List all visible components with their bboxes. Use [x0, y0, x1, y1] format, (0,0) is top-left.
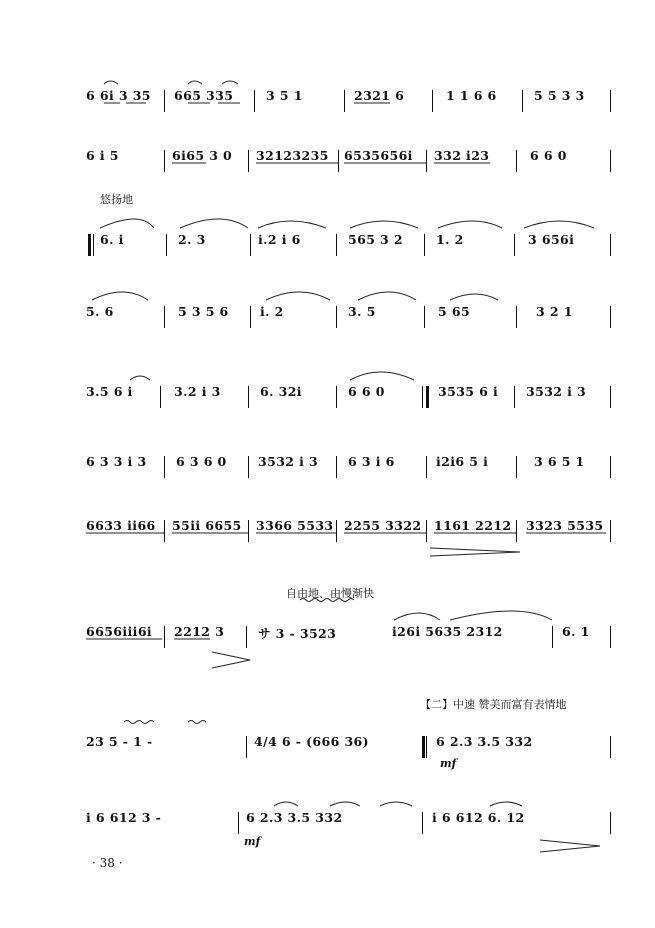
- barline: [248, 386, 249, 408]
- barline: [610, 456, 611, 478]
- slur: [130, 376, 150, 380]
- repeat-end-barline: [426, 386, 429, 408]
- measure: 55ii 6655: [172, 518, 242, 533]
- measure: i. 2: [260, 304, 284, 319]
- measure: 5 5 3 3: [534, 88, 585, 103]
- staff-row-6: [86, 454, 614, 482]
- measure: 3532 i 3: [258, 454, 319, 469]
- tempo-mark: 悠扬地: [100, 193, 133, 206]
- measure: 6i65 3 0: [172, 148, 233, 163]
- staff-row-7: [86, 518, 614, 546]
- barline: [432, 90, 433, 112]
- measure: 3.2 i 3: [174, 384, 221, 399]
- measure: 665 335: [174, 88, 234, 103]
- slur: [330, 802, 360, 806]
- measure: 3366 5533: [256, 518, 334, 533]
- slur: [438, 221, 502, 228]
- slur: [258, 221, 326, 228]
- staff-row-8: [86, 624, 614, 652]
- barline: [166, 234, 167, 256]
- measure: 3535 6 i: [438, 384, 499, 399]
- barline: [610, 626, 611, 648]
- barline: [426, 150, 427, 172]
- barline: [426, 736, 427, 758]
- slur: [266, 292, 330, 300]
- slur: [350, 221, 418, 228]
- barline: [610, 386, 611, 408]
- barline: [522, 90, 523, 112]
- staff-row-2: [86, 148, 614, 176]
- slur: [358, 292, 416, 300]
- barline: [338, 150, 339, 172]
- barline: [610, 234, 611, 256]
- barline: [610, 150, 611, 172]
- tempo-mark: 自由地、由慢渐快: [286, 587, 374, 600]
- measure: 2321 6: [354, 88, 405, 103]
- barline: [610, 90, 611, 112]
- barline: [336, 386, 337, 408]
- slur: [450, 294, 498, 300]
- measure: 5. 6: [86, 304, 114, 319]
- measure: 6 i 5: [86, 148, 119, 163]
- slur: [450, 611, 552, 620]
- slur: [100, 219, 154, 228]
- slur: [380, 802, 412, 806]
- barline: [336, 456, 337, 478]
- measure: 3532 i 3: [526, 384, 587, 399]
- measure: 1. 2: [436, 232, 464, 247]
- barline: [164, 626, 165, 648]
- measure: 6535656i: [344, 148, 413, 163]
- measure: 5 65: [438, 304, 471, 319]
- slur: [180, 219, 248, 228]
- barline: [514, 234, 515, 256]
- page-number: · 38 ·: [92, 856, 123, 870]
- barline: [248, 150, 249, 172]
- barline: [164, 306, 165, 328]
- measure: i 6 612 6. 12: [432, 810, 525, 825]
- barline: [164, 520, 165, 542]
- trill-line: [188, 721, 206, 724]
- barline: [336, 234, 337, 256]
- barline: [424, 234, 425, 256]
- slur: [222, 81, 238, 84]
- barline: [164, 150, 165, 172]
- measure: サ 3 - 3523: [258, 626, 337, 641]
- barline: [248, 456, 249, 478]
- barline: [424, 306, 425, 328]
- measure: 2212 3: [174, 624, 225, 639]
- barline: [336, 306, 337, 328]
- slur: [104, 81, 118, 84]
- measure: 6633 ii66: [86, 518, 156, 533]
- staff-row-3: [86, 232, 614, 260]
- measure: 6. 32i: [260, 384, 302, 399]
- measure: 332 i23: [434, 148, 490, 163]
- barline: [160, 386, 161, 408]
- staff-row-1: [86, 88, 614, 116]
- barline: [514, 386, 515, 408]
- measure: 6 2.3 3.5 332: [246, 810, 343, 825]
- decrescendo-hairpin: [430, 548, 520, 556]
- measure: 2. 3: [178, 232, 206, 247]
- measure: 6. 1: [562, 624, 590, 639]
- barline: [516, 456, 517, 478]
- measure: 2255 3322: [344, 518, 422, 533]
- barline: [246, 626, 247, 648]
- measure: 1161 2212: [434, 518, 512, 533]
- measure: 3.5 6 i: [86, 384, 133, 399]
- measure: 6 6i 3 35: [86, 88, 151, 103]
- barline: [422, 386, 423, 408]
- measure: 23 5 - 1 -: [86, 734, 153, 749]
- barline: [164, 456, 165, 478]
- barline: [422, 812, 423, 834]
- measure: 6 3 6 0: [176, 454, 227, 469]
- slur: [274, 802, 298, 806]
- measure: 3323 5535: [526, 518, 604, 533]
- barline: [250, 234, 251, 256]
- measure: 4/4 6 - (666 36): [254, 734, 369, 749]
- measure: 6 6 0: [530, 148, 567, 163]
- slur: [92, 292, 148, 300]
- barline: [516, 520, 517, 542]
- measure: 32123235: [256, 148, 329, 163]
- barline: [250, 306, 251, 328]
- measure: 565 3 2: [348, 232, 403, 247]
- measure: 6656iii6i: [86, 624, 153, 639]
- dynamic-mark: mf: [440, 757, 457, 770]
- barline: [552, 626, 553, 648]
- staff-row-10: [86, 810, 614, 838]
- barline: [238, 812, 239, 834]
- dynamic-mark: mf: [244, 835, 261, 848]
- measure: i 6 612 3 -: [86, 810, 162, 825]
- measure: i2i6 5 i: [436, 454, 489, 469]
- measure: 6. i: [100, 232, 124, 247]
- slur: [524, 221, 594, 228]
- barline: [426, 520, 427, 542]
- barline: [426, 456, 427, 478]
- slur: [188, 81, 202, 84]
- staff-row-9: [86, 734, 614, 762]
- double-barline: [422, 736, 425, 758]
- measure: 3 6 5 1: [534, 454, 585, 469]
- measure: 3 656i: [528, 232, 575, 247]
- barline: [344, 90, 345, 112]
- slur: [350, 372, 414, 380]
- barline: [610, 812, 611, 834]
- section-marker: 【二】中速 赞美而富有表情地: [420, 698, 567, 711]
- decrescendo-hairpin: [540, 840, 600, 852]
- barline: [610, 306, 611, 328]
- measure: 1 1 6 6: [446, 88, 497, 103]
- barline: [516, 150, 517, 172]
- decrescendo-hairpin: [212, 652, 250, 668]
- barline: [336, 520, 337, 542]
- slur: [490, 802, 522, 806]
- barline: [246, 736, 247, 758]
- measure: 6 3 i 6: [348, 454, 395, 469]
- barline: [164, 90, 165, 112]
- measure: i26i 5635 2312: [392, 624, 503, 639]
- barline: [254, 90, 255, 112]
- measure: 3 2 1: [536, 304, 573, 319]
- barline: [248, 520, 249, 542]
- measure: 3. 5: [348, 304, 376, 319]
- barline: [610, 736, 611, 758]
- measure: 5 3 5 6: [178, 304, 229, 319]
- measure: 6 3 3 i 3: [86, 454, 147, 469]
- barline: [610, 520, 611, 542]
- measure: 3 5 1: [266, 88, 303, 103]
- staff-row-5: [86, 384, 614, 412]
- trill-line: [124, 721, 154, 724]
- slur: [394, 613, 440, 620]
- measure: 6 2.3 3.5 332: [436, 734, 533, 749]
- barline: [93, 234, 94, 256]
- barline: [516, 306, 517, 328]
- measure: i.2 i 6: [258, 232, 301, 247]
- repeat-start-barline: [88, 234, 91, 256]
- staff-row-4: [86, 304, 614, 332]
- measure: 6 6 0: [348, 384, 385, 399]
